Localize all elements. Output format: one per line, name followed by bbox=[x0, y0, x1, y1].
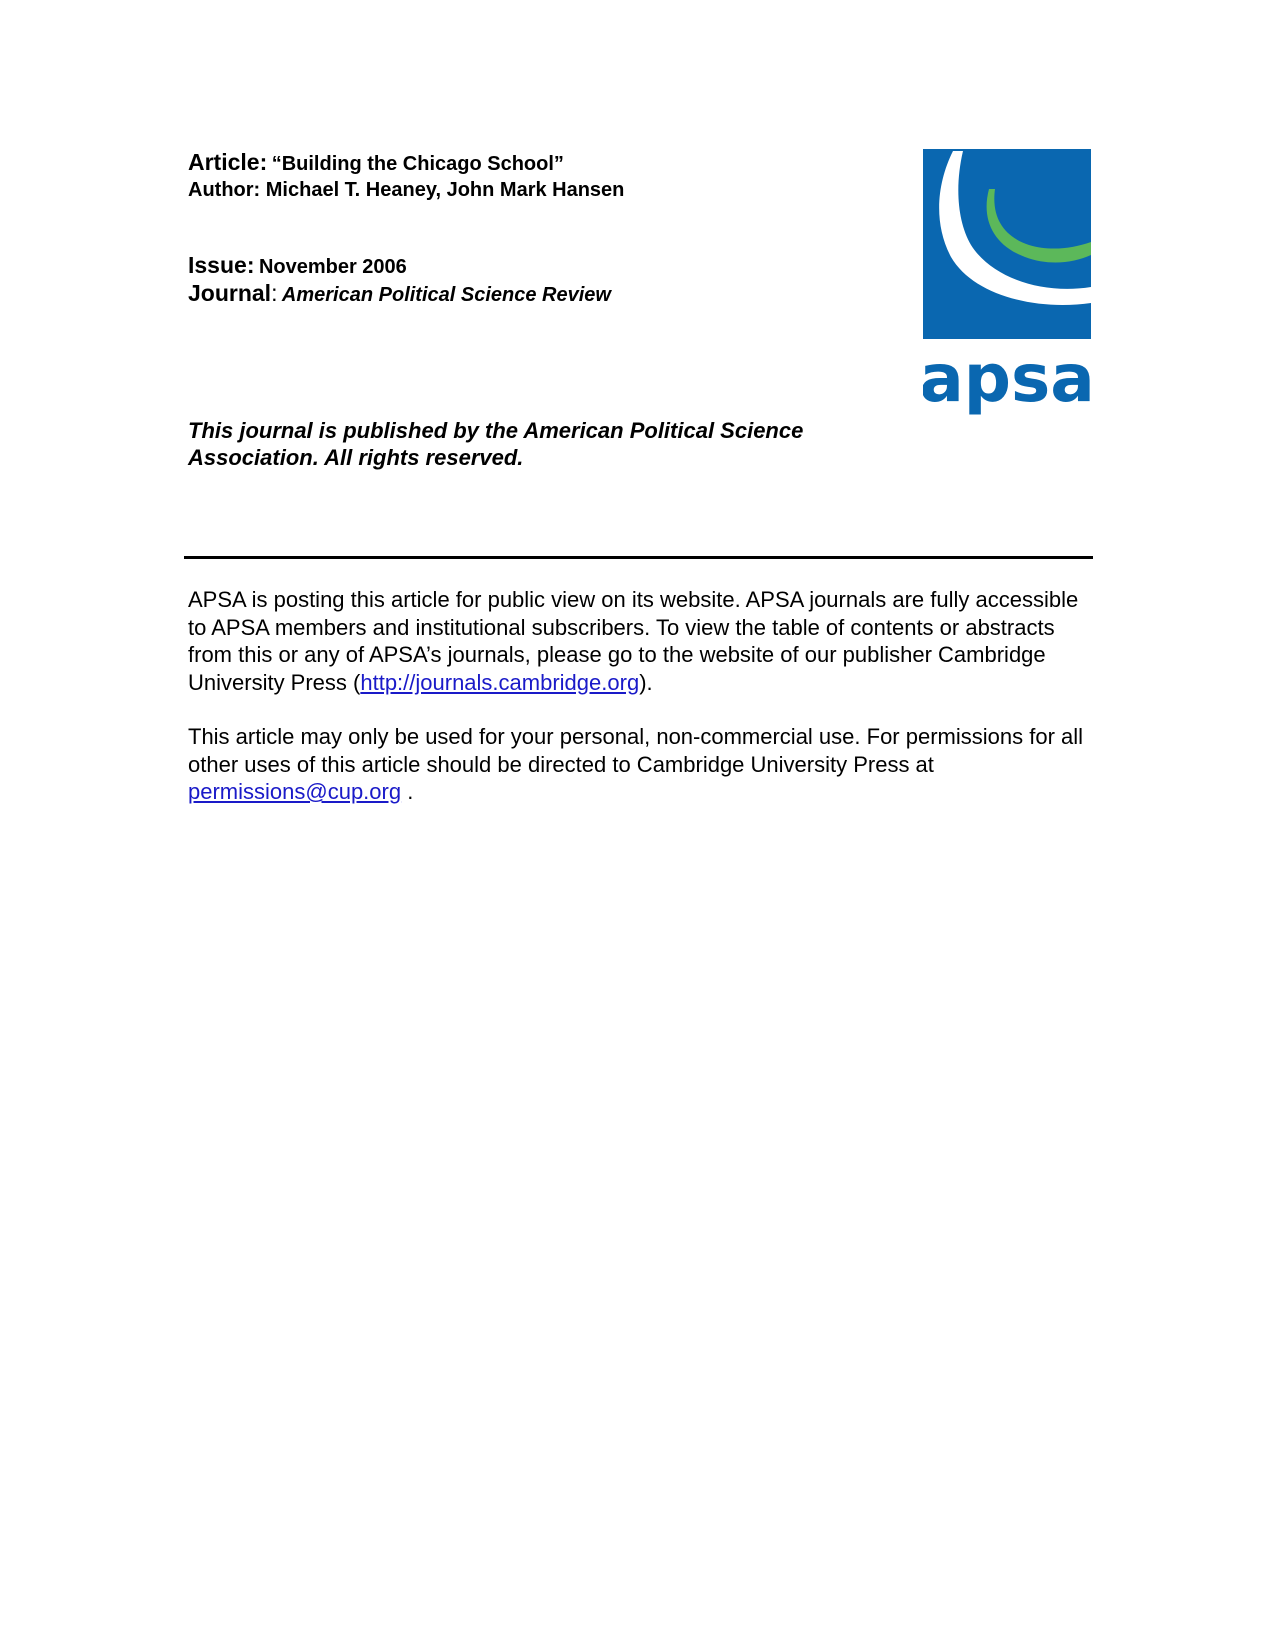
article-label: Article: bbox=[188, 149, 268, 175]
posting-text: APSA is posting this article for public view on its website. APSA journals are fully accessible to APSA members and institutional subscribers. To view the table of contents or abstracts from this or any of APSA’s journals, please go to the website of our publisher Cambridge University Press ( bbox=[188, 587, 1079, 695]
author-label: Author: bbox=[188, 179, 261, 201]
permissions-email-link[interactable]: permissions@cup.org bbox=[188, 779, 402, 804]
journal-label: Journal bbox=[188, 280, 272, 306]
journal-separator: : bbox=[271, 280, 278, 306]
article-line bbox=[188, 149, 564, 176]
permissions-tail: . bbox=[401, 779, 414, 804]
issue-line bbox=[188, 252, 407, 279]
journal-name: American Political Science Review bbox=[281, 284, 611, 306]
apsa-logo-text: apsa bbox=[923, 340, 1091, 417]
issue-value: November 2006 bbox=[258, 256, 407, 278]
author-line bbox=[188, 179, 624, 202]
publisher-notice: This journal is published by the American Political Science Association. All rights reserved. bbox=[188, 418, 804, 470]
permissions-text: This article may only be used for your personal, non-commercial use. For permissions for all other uses of this article should be directed to Cambridge University Press at bbox=[188, 724, 1084, 777]
permissions-paragraph bbox=[188, 723, 1098, 806]
article-title: “Building the Chicago School” bbox=[271, 153, 564, 175]
posting-tail: ). bbox=[639, 669, 653, 695]
author-names: Michael T. Heaney, John Mark Hansen bbox=[265, 179, 625, 201]
journal-line bbox=[188, 280, 611, 307]
apsa-logo-mark bbox=[923, 149, 1091, 417]
apsa-logo bbox=[923, 149, 1091, 417]
cambridge-journals-link[interactable]: http://journals.cambridge.org bbox=[360, 669, 640, 695]
posting-paragraph bbox=[188, 586, 1098, 696]
divider bbox=[184, 556, 1093, 559]
issue-label: Issue: bbox=[188, 252, 255, 278]
